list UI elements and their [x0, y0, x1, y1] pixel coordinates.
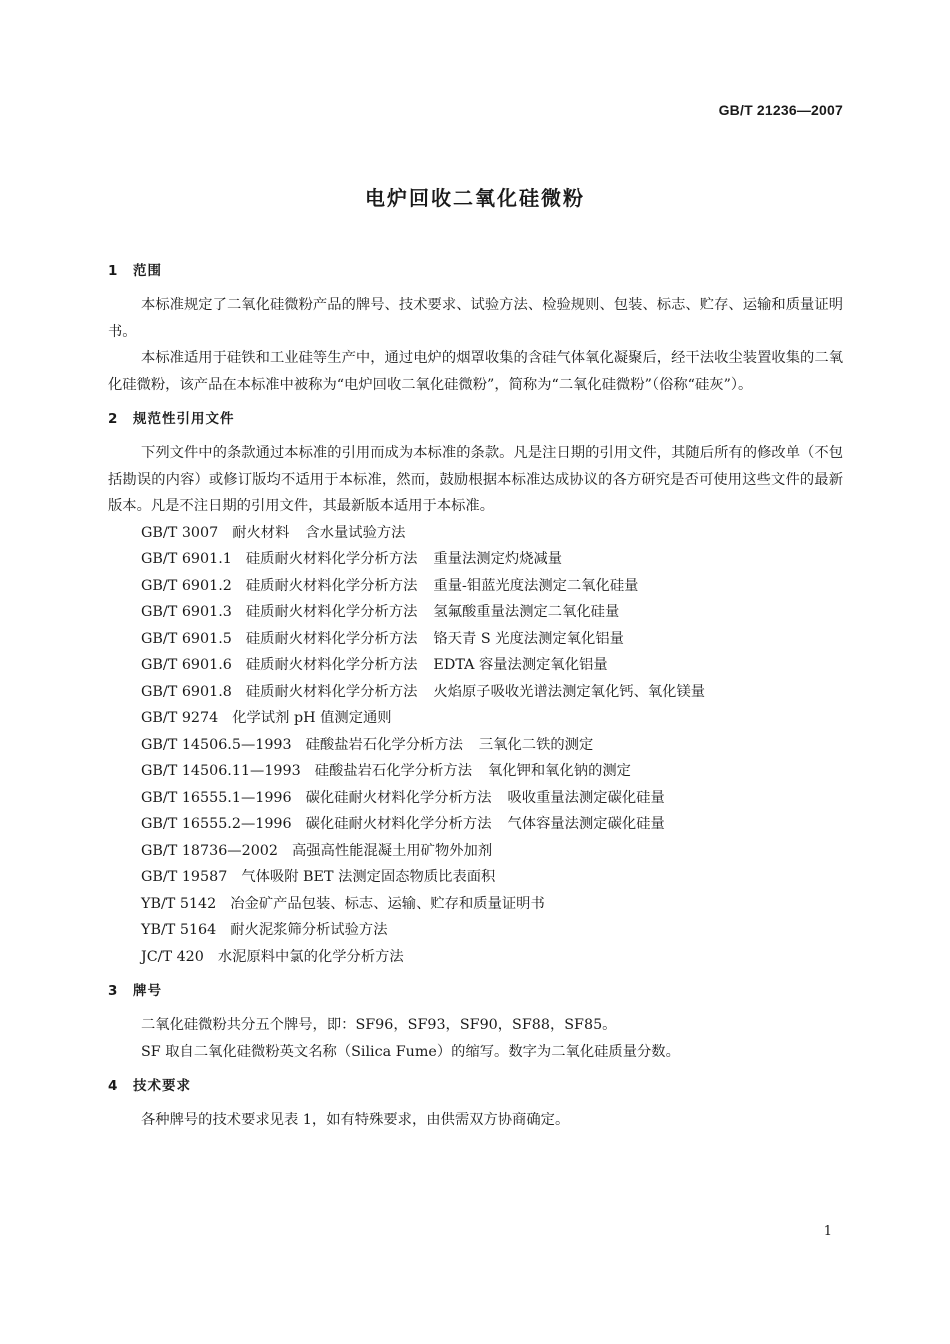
section-number: 2 — [108, 411, 119, 427]
reference-subtitle: 含水量试验方法 — [305, 524, 406, 541]
section-normative-references — [108, 406, 843, 970]
reference-code: GB/T 18736—2002 — [141, 842, 278, 859]
reference-title: 水泥原料中氯的化学分析方法 — [217, 948, 404, 965]
reference-item — [108, 891, 843, 918]
reference-item — [108, 573, 843, 600]
reference-item — [108, 838, 843, 865]
paragraph: 各种牌号的技术要求见表 1，如有特殊要求，由供需双方协商确定。 — [141, 1112, 570, 1128]
reference-item — [108, 944, 843, 971]
reference-item — [108, 546, 843, 573]
paragraph: 下列文件中的条款通过本标准的引用而成为本标准的条款。凡是注日期的引用文件，其随后所有的修改单（不包括勘误的内容）或修订版均不适用于本标准，然而，鼓励根据本标准达成协议的各方研究是否可使用这些文件的最新版本。凡是不注日期的引用文件，其最新版本适用于本标准。 — [108, 445, 843, 514]
reference-item — [108, 599, 843, 626]
section-title: 范围 — [133, 263, 162, 279]
section-title: 技术要求 — [133, 1078, 191, 1094]
section-scope — [108, 258, 843, 398]
reference-code: YB/T 5142 — [141, 895, 217, 912]
reference-item — [108, 520, 843, 547]
reference-title: 硅酸盐岩石化学分析方法 — [314, 763, 472, 779]
section-heading — [108, 258, 843, 284]
paragraph: 本标准适用于硅铁和工业硅等生产中，通过电炉的烟罩收集的含硅气体氧化凝聚后，经干法收尘装置收集的二氧化硅微粉，该产品在本标准中被称为“电炉回收二氧化硅微粉”，简称为“二氧化硅微粉”（俗称“硅灰”）。 — [108, 350, 843, 393]
reference-item — [108, 679, 843, 706]
reference-subtitle: 氧化钾和氧化钠的测定 — [488, 763, 631, 779]
reference-title: 耐火泥浆筛分析试验方法 — [230, 922, 388, 938]
section-technical-requirements — [108, 1073, 843, 1134]
reference-title: 硅质耐火材料化学分析方法 — [245, 630, 418, 647]
section-number: 3 — [108, 983, 119, 999]
reference-code: GB/T 6901.8 — [141, 683, 232, 700]
reference-title: 碳化硅耐火材料化学分析方法 — [305, 816, 492, 832]
section-number: 1 — [108, 263, 119, 279]
document-title: 电炉回收二氧化硅微粉 — [365, 186, 585, 210]
reference-subtitle: 重量-钼蓝光度法测定二氧化硅量 — [433, 577, 639, 594]
reference-code: GB/T 3007 — [141, 524, 219, 541]
reference-list — [108, 520, 843, 971]
reference-item — [108, 811, 843, 838]
standard-number: GB/T 21236—2007 — [718, 102, 843, 118]
reference-item — [108, 758, 843, 785]
reference-code: YB/T 5164 — [141, 922, 217, 938]
reference-title: 碳化硅耐火材料化学分析方法 — [305, 789, 492, 806]
reference-code: GB/T 19587 — [141, 869, 228, 885]
reference-title: 硅酸盐岩石化学分析方法 — [305, 736, 463, 753]
section-heading — [108, 406, 843, 432]
reference-title: 气体吸附 BET 法测定固态物质比表面积 — [241, 869, 496, 885]
reference-code: GB/T 6901.5 — [141, 630, 232, 647]
reference-subtitle: 气体容量法测定碳化硅量 — [507, 816, 665, 832]
reference-code: GB/T 14506.5—1993 — [141, 736, 292, 753]
reference-code: GB/T 6901.1 — [141, 551, 232, 567]
reference-item — [108, 732, 843, 759]
reference-item — [108, 917, 843, 944]
section-grades — [108, 978, 843, 1065]
reference-title: 硅质耐火材料化学分析方法 — [245, 657, 418, 673]
reference-subtitle: 火焰原子吸收光谱法测定氧化钙、氧化镁量 — [433, 683, 706, 700]
reference-subtitle: 重量法测定灼烧减量 — [433, 551, 563, 567]
reference-subtitle: 三氧化二铁的测定 — [478, 736, 594, 753]
reference-item — [108, 864, 843, 891]
reference-title: 硅质耐火材料化学分析方法 — [245, 551, 418, 567]
reference-title: 硅质耐火材料化学分析方法 — [245, 577, 418, 594]
section-title: 规范性引用文件 — [133, 411, 235, 427]
reference-subtitle: 铬天青 S 光度法测定氧化铝量 — [433, 630, 624, 647]
reference-code: GB/T 16555.1—1996 — [141, 789, 292, 806]
reference-item — [108, 785, 843, 812]
reference-subtitle: 氢氟酸重量法测定二氧化硅量 — [433, 604, 620, 620]
paragraph: 二氧化硅微粉共分五个牌号，即：SF96，SF93，SF90，SF88，SF85。 — [141, 1017, 617, 1033]
reference-title: 化学试剂 pH 值测定通则 — [232, 710, 392, 726]
paragraph: SF 取自二氧化硅微粉英文名称（Silica Fume）的缩写。数字为二氧化硅质量分数。 — [141, 1043, 680, 1060]
reference-code: GB/T 6901.2 — [141, 577, 232, 594]
reference-item — [108, 626, 843, 653]
section-heading — [108, 978, 843, 1004]
reference-title: 硅质耐火材料化学分析方法 — [245, 604, 418, 620]
reference-title: 冶金矿产品包装、标志、运输、贮存和质量证明书 — [230, 895, 545, 912]
reference-code: GB/T 9274 — [141, 710, 219, 726]
reference-item — [108, 705, 843, 732]
section-heading — [108, 1073, 843, 1099]
section-title: 牌号 — [133, 983, 162, 999]
reference-title: 耐火材料 — [232, 524, 290, 541]
reference-title: 硅质耐火材料化学分析方法 — [245, 683, 418, 700]
reference-code: GB/T 16555.2—1996 — [141, 816, 292, 832]
reference-item — [108, 652, 843, 679]
reference-title: 高强高性能混凝土用矿物外加剂 — [292, 842, 493, 859]
reference-code: GB/T 6901.3 — [141, 604, 232, 620]
page-number: 1 — [823, 1224, 832, 1239]
reference-code: GB/T 6901.6 — [141, 657, 232, 673]
reference-subtitle: EDTA 容量法测定氧化铝量 — [433, 657, 608, 673]
section-number: 4 — [108, 1078, 119, 1094]
reference-code: GB/T 14506.11—1993 — [141, 763, 301, 779]
document-body — [108, 258, 843, 1140]
paragraph: 本标准规定了二氧化硅微粉产品的牌号、技术要求、试验方法、检验规则、包装、标志、贮存、运输和质量证明书。 — [108, 297, 843, 340]
reference-subtitle: 吸收重量法测定碳化硅量 — [507, 789, 665, 806]
reference-code: JC/T 420 — [141, 948, 204, 965]
